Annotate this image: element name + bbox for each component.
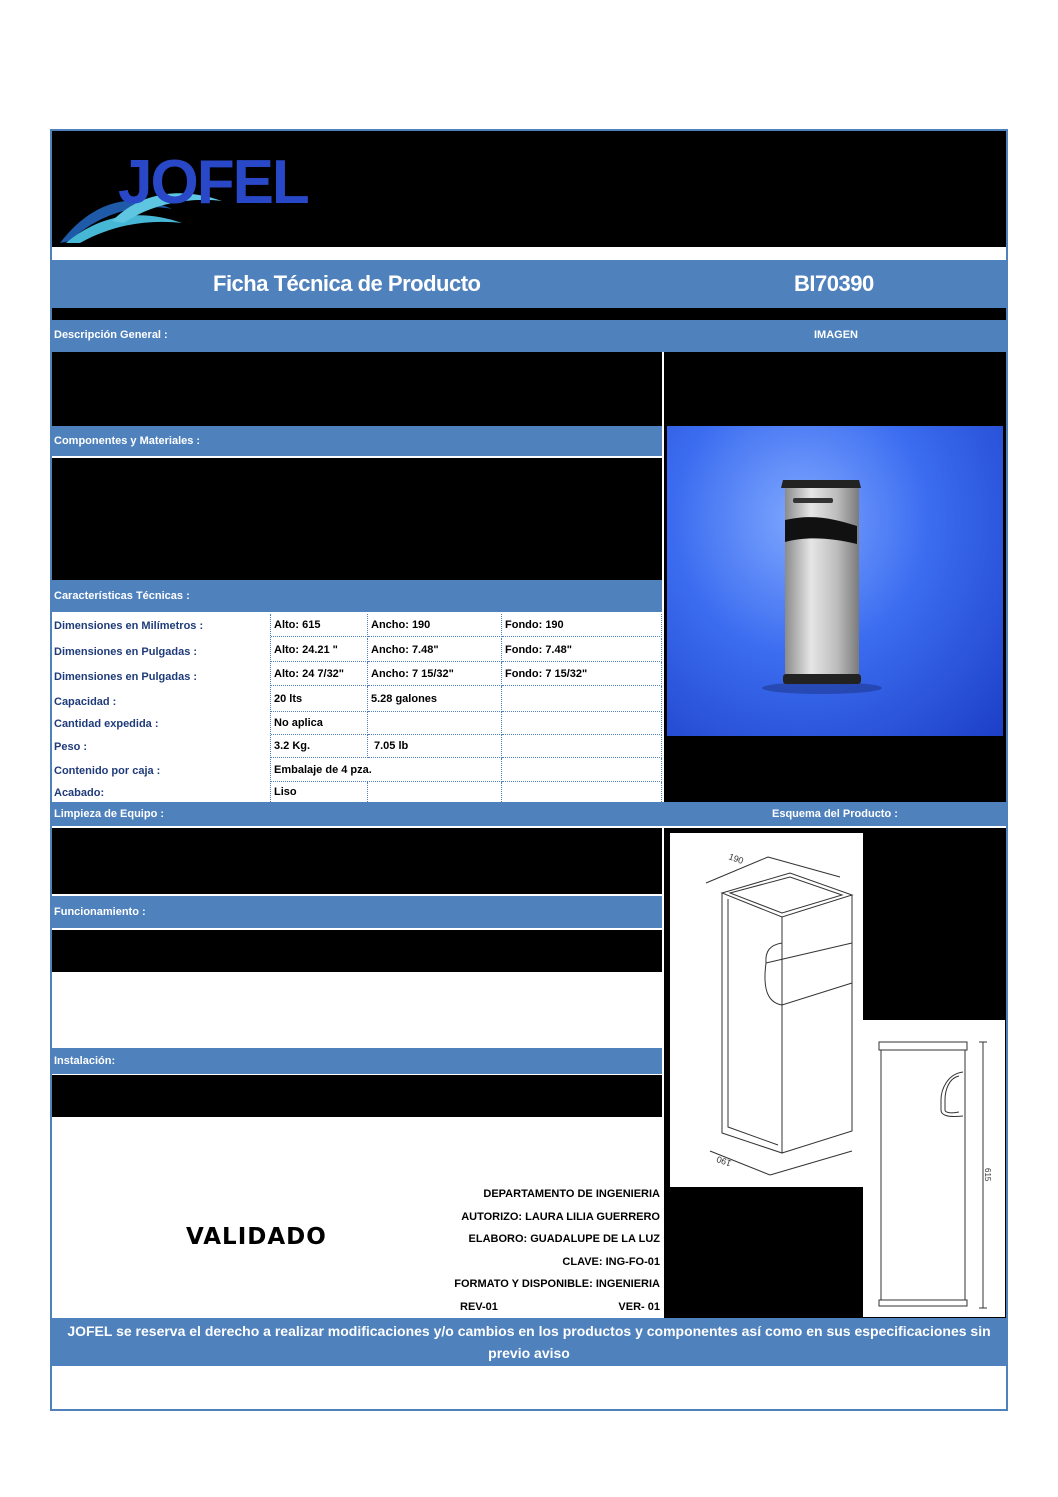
- description-header: [52, 320, 1006, 352]
- operation-header: [52, 896, 662, 928]
- spec-label: Peso :: [54, 741, 88, 753]
- spec-label: Dimensiones en Pulgadas :: [54, 646, 198, 658]
- spec-value: No aplica: [271, 712, 368, 735]
- page-title: Ficha Técnica de Producto: [213, 271, 481, 296]
- spec-label: Acabado:: [54, 787, 105, 799]
- product-image-panel: [664, 426, 1006, 802]
- table-row: [52, 662, 662, 686]
- title-band: [52, 260, 1006, 308]
- spec-label: Dimensiones en Pulgadas :: [54, 671, 198, 683]
- image-label: IMAGEN: [814, 329, 858, 341]
- installation-label: Instalación:: [54, 1055, 116, 1067]
- cleaning-content: [52, 828, 662, 894]
- spec-value: [502, 686, 662, 712]
- version-line: VER- 01: [618, 1301, 660, 1313]
- validated-stamp: VALIDADO: [186, 1224, 327, 1250]
- spec-value: [502, 712, 662, 735]
- table-row: [52, 614, 662, 637]
- spec-value: Alto: 24.21 ": [271, 638, 368, 662]
- cleaning-header: [52, 802, 1006, 826]
- svg-text:190: 190: [727, 851, 745, 867]
- spec-value: 7.05 lb: [368, 735, 502, 758]
- spec-value: 3.2 Kg.: [271, 735, 368, 758]
- spec-value: Ancho: 7 15/32": [368, 662, 502, 686]
- table-row: [52, 638, 662, 662]
- revision-line: REV-01: [460, 1301, 498, 1313]
- schematic-side: [863, 1020, 1005, 1317]
- components-label: Componentes y Materiales :: [54, 435, 201, 447]
- authorized-line: AUTORIZO: LAURA LILIA GUERRERO: [461, 1211, 660, 1223]
- format-line: FORMATO Y DISPONIBLE: INGENIERIA: [454, 1278, 660, 1290]
- installation-content: [52, 1075, 662, 1117]
- table-row: [52, 758, 662, 782]
- table-row: [52, 782, 662, 802]
- department-line: DEPARTAMENTO DE INGENIERIA: [483, 1188, 660, 1200]
- spec-value: [502, 782, 662, 802]
- perspective-drawing: [670, 833, 863, 1187]
- table-divider: [270, 614, 272, 802]
- prepared-line: ELABORO: GUADALUPE DE LA LUZ: [468, 1233, 660, 1245]
- specs-table: [52, 614, 662, 802]
- side-view-drawing: [863, 1020, 1005, 1317]
- footer-band: [52, 1318, 1006, 1366]
- spec-label: Dimensiones en Milímetros :: [54, 620, 204, 632]
- description-label: Descripción General :: [54, 329, 168, 341]
- logo-band: [52, 131, 1006, 247]
- specs-header: [52, 580, 662, 612]
- schematic-perspective: [670, 833, 863, 1187]
- spec-value: Fondo: 7.48": [502, 638, 662, 662]
- operation-label: Funcionamiento :: [54, 906, 146, 918]
- spec-value: Alto: 24 7/32": [271, 662, 368, 686]
- product-code: BI70390: [794, 271, 874, 296]
- spec-value: Liso: [271, 782, 368, 802]
- installation-header: [52, 1048, 662, 1074]
- table-row: [52, 712, 662, 735]
- image-top-block: [664, 352, 1006, 426]
- spec-label: Capacidad :: [54, 696, 117, 708]
- spec-value: [502, 735, 662, 758]
- table-row: [52, 735, 662, 758]
- spec-value: [368, 782, 502, 802]
- spec-value: Ancho: 7.48": [368, 638, 502, 662]
- description-content: [52, 352, 662, 426]
- key-line: CLAVE: ING-FO-01: [562, 1256, 660, 1268]
- spec-value: Fondo: 190: [502, 614, 662, 637]
- spec-value: 5.28 galones: [368, 686, 502, 712]
- spec-value: Alto: 615: [271, 614, 368, 637]
- specs-label: Características Técnicas :: [54, 590, 190, 602]
- spec-value: Ancho: 190: [368, 614, 502, 637]
- ashtray-bin-image: [667, 426, 1003, 736]
- cleaning-label: Limpieza de Equipo :: [54, 808, 165, 820]
- svg-text:JOFEL: JOFEL: [118, 148, 308, 217]
- components-content: [52, 458, 662, 580]
- spec-value: 20 lts: [271, 686, 368, 712]
- spec-value: Fondo: 7 15/32": [502, 662, 662, 686]
- components-header: [52, 426, 662, 456]
- schematic-label: Esquema del Producto :: [772, 808, 898, 820]
- table-row: [52, 686, 662, 712]
- operation-content: [52, 930, 662, 972]
- jofel-logo: [52, 131, 352, 247]
- product-photo: [667, 426, 1003, 736]
- svg-text:190: 190: [715, 1153, 733, 1169]
- spec-value: Embalaje de 4 pza.: [271, 758, 502, 782]
- spec-label: Cantidad expedida :: [54, 718, 159, 730]
- footer-note: JOFEL se reserva el derecho a realizar modificaciones y/o cambios en los productos y componentes así como en sus especificaciones sin previo aviso: [67, 1323, 991, 1361]
- spec-value: [502, 758, 662, 782]
- svg-text:615: 615: [983, 1168, 992, 1182]
- spec-value: [368, 712, 502, 735]
- spec-label: Contenido por caja :: [54, 765, 161, 777]
- divider-bar: [52, 308, 1006, 320]
